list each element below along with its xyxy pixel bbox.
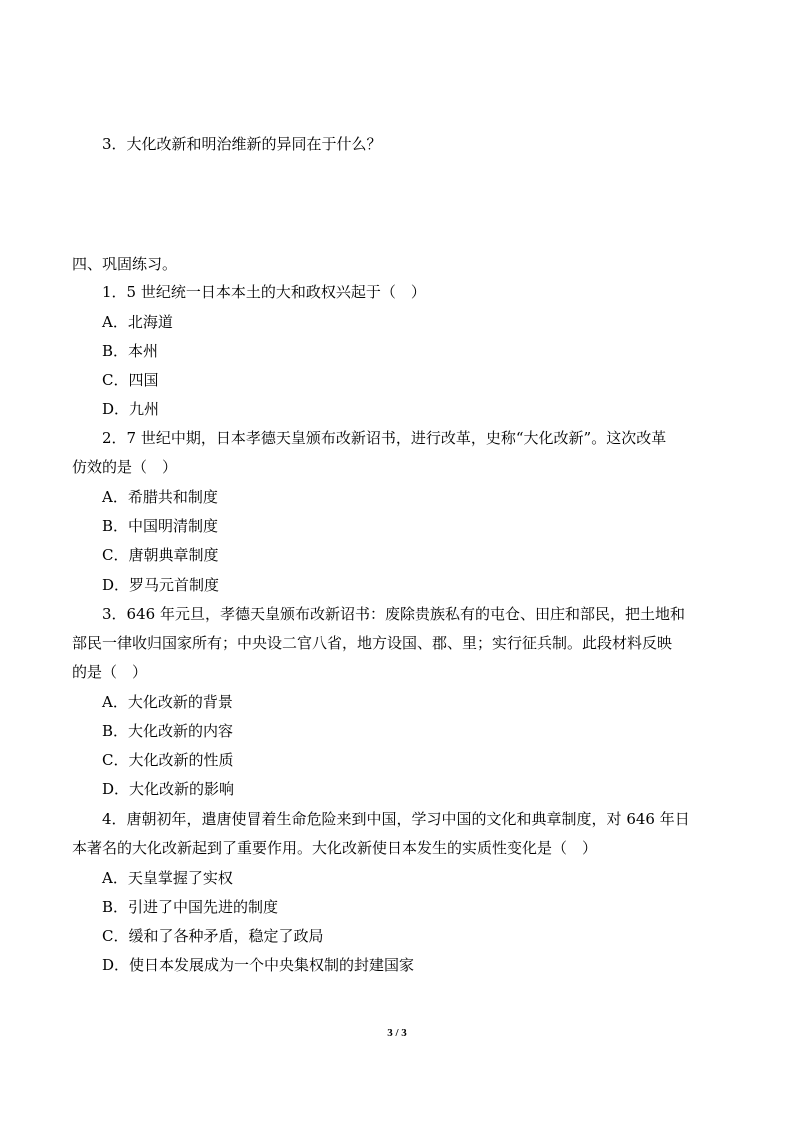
question-4-stem-line2: 本著名的大化改新起到了重要作用。大化改新使日本发生的实质性变化是（ ）	[72, 839, 598, 857]
question-3-option-a: A．大化改新的背景	[102, 693, 233, 711]
section-title: 四、巩固练习。	[72, 255, 178, 273]
essay-question-3: 3．大化改新和明治维新的异同在于什么？	[102, 135, 382, 153]
question-1-option-b: B．本州	[102, 342, 159, 360]
question-4-option-a: A．天皇掌握了实权	[102, 869, 233, 887]
question-1-stem: 1．5 世纪统一日本本土的大和政权兴起于（ ）	[102, 283, 426, 301]
question-4-stem-line1: 4．唐朝初年，遣唐使冒着生命危险来到中国，学习中国的文化和典章制度，对 646 年日	[102, 810, 690, 828]
question-2-option-c: C．唐朝典章制度	[102, 546, 219, 564]
question-2-option-d: D．罗马元首制度	[102, 576, 220, 594]
question-4-option-c: C．缓和了各种矛盾，稳定了政局	[102, 927, 324, 945]
page-number: 3 / 3	[387, 1027, 407, 1039]
question-3-stem-line1: 3．646 年元旦，孝德天皇颁布改新诏书：废除贵族私有的屯仓、田庄和部民，把土地和	[102, 605, 685, 623]
question-1-option-d: D．九州	[102, 400, 160, 418]
question-4-option-b: B．引进了中国先进的制度	[102, 898, 279, 916]
question-1-option-a: A．北海道	[102, 313, 173, 331]
question-3-option-b: B．大化改新的内容	[102, 722, 234, 740]
question-3-stem-line3: 的是（ ）	[72, 663, 148, 681]
question-3-option-c: C．大化改新的性质	[102, 751, 234, 769]
question-2-stem-line1: 2．7 世纪中期，日本孝德天皇颁布改新诏书，进行改革，史称“大化改新”。这次改革	[102, 429, 667, 447]
question-3-option-d: D．大化改新的影响	[102, 780, 235, 798]
question-4-option-d: D．使日本发展成为一个中央集权制的封建国家	[102, 956, 415, 974]
question-2-stem-line2: 仿效的是（ ）	[72, 458, 178, 476]
question-1-option-c: C．四国	[102, 371, 159, 389]
question-2-option-b: B．中国明清制度	[102, 517, 219, 535]
question-2-option-a: A．希腊共和制度	[102, 488, 218, 506]
question-3-stem-line2: 部民一律收归国家所有；中央设二官八省，地方设国、郡、里；实行征兵制。此段材料反映	[72, 634, 673, 652]
